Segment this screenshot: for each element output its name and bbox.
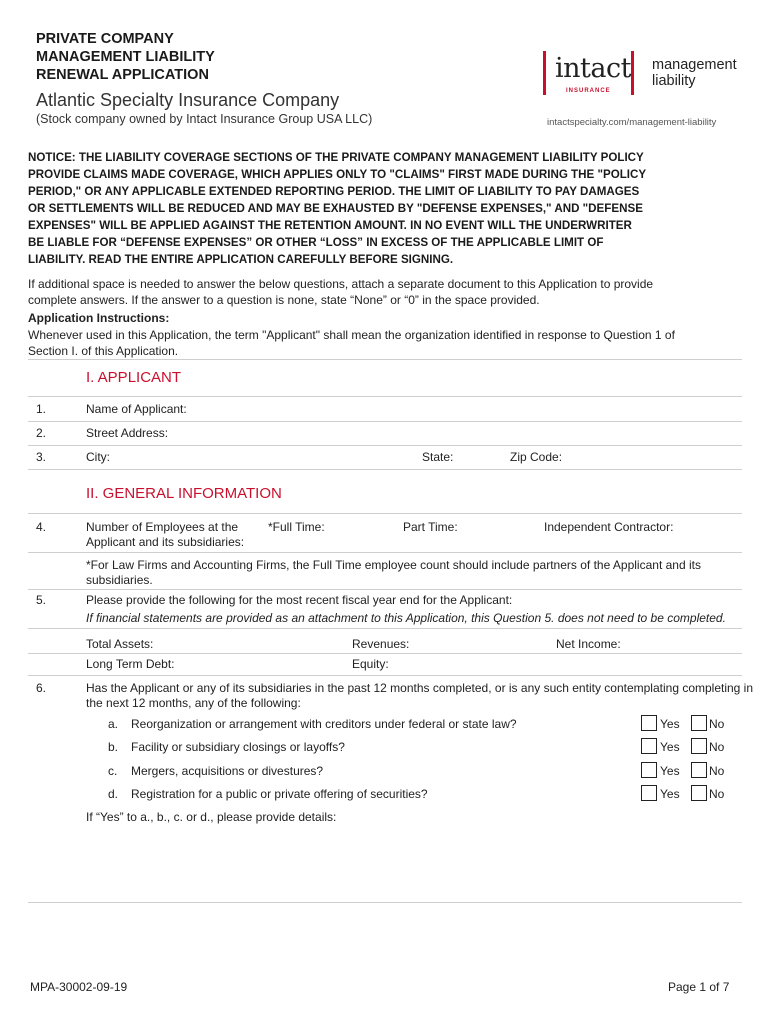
divider <box>28 653 742 654</box>
no-label: No <box>709 740 725 754</box>
question-number: 4. <box>36 520 47 534</box>
item-registration: Registration for a public or private offering of securities? <box>131 787 428 801</box>
law-firm-note: *For Law Firms and Accounting Firms, the Full Time employee count should include partners of the Applicant and its subsidiaries. <box>86 558 701 587</box>
page-number: Page 1 of 7 <box>668 980 730 994</box>
divider <box>28 359 742 360</box>
item-letter: b. <box>108 740 119 754</box>
no-label: No <box>709 787 725 801</box>
divider <box>28 589 742 590</box>
yes-checkbox[interactable] <box>641 738 657 754</box>
question-number: 2. <box>36 426 47 440</box>
part-time-field[interactable]: Part Time: <box>403 520 458 534</box>
equity-field[interactable]: Equity: <box>352 657 389 671</box>
divider <box>28 445 742 446</box>
form-number: MPA-30002-09-19 <box>30 980 128 994</box>
state-field[interactable]: State: <box>422 450 454 464</box>
name-of-applicant-field[interactable]: Name of Applicant: <box>86 402 187 416</box>
yes-checkbox[interactable] <box>641 715 657 731</box>
independent-contractor-field[interactable]: Independent Contractor: <box>544 520 674 534</box>
company-subtitle: (Stock company owned by Intact Insurance Group USA LLC) <box>36 112 373 126</box>
financial-statements-note: If financial statements are provided as an attachment to this Application, this Question 5. does not need to be completed. <box>86 611 726 625</box>
no-checkbox[interactable] <box>691 785 707 801</box>
employees-label: Number of Employees at the Applicant and its subsidiaries: <box>86 520 245 549</box>
item-letter: a. <box>108 717 119 731</box>
no-checkbox[interactable] <box>691 738 707 754</box>
logo-tagline: management liability <box>652 57 737 89</box>
logo-insurance-text: INSURANCE <box>566 88 611 94</box>
divider <box>28 513 742 514</box>
company-name: Atlantic Specialty Insurance Company <box>36 90 340 110</box>
divider <box>28 902 742 903</box>
section-applicant-title: I. APPLICANT <box>86 369 182 386</box>
city-field[interactable]: City: <box>86 450 110 464</box>
section-general-information-title: II. GENERAL INFORMATION <box>86 485 282 502</box>
net-income-field[interactable]: Net Income: <box>556 637 621 651</box>
revenues-field[interactable]: Revenues: <box>352 637 410 651</box>
question-number: 3. <box>36 450 47 464</box>
yes-checkbox[interactable] <box>641 785 657 801</box>
full-time-field[interactable]: *Full Time: <box>268 520 325 534</box>
zip-code-field[interactable]: Zip Code: <box>510 450 563 464</box>
instructions-heading: Application Instructions: <box>28 311 170 325</box>
yes-label: Yes <box>660 740 680 754</box>
question-number: 6. <box>36 681 47 695</box>
form-title: PRIVATE COMPANY MANAGEMENT LIABILITY RENEWAL APPLICATION <box>36 31 215 83</box>
details-field[interactable]: If “Yes” to a., b., c. or d., please provide details: <box>86 810 337 824</box>
instructions-text: Whenever used in this Application, the term "Applicant" shall mean the organization identified in response to Question 1 of Section I. of this Application. <box>28 328 675 358</box>
intro-paragraph: If additional space is needed to answer the below questions, attach a separate document to this Application to provide complete answers. If the answer to a question is none, state “None” or “0” in the space provided. <box>28 277 654 307</box>
total-assets-field[interactable]: Total Assets: <box>86 637 154 651</box>
yes-checkbox[interactable] <box>641 762 657 778</box>
item-mergers: Mergers, acquisitions or divestures? <box>131 764 324 778</box>
street-address-field[interactable]: Street Address: <box>86 426 169 440</box>
long-term-debt-field[interactable]: Long Term Debt: <box>86 657 175 671</box>
item-closings: Facility or subsidiary closings or layoffs? <box>131 740 345 754</box>
logo-wordmark: intact <box>555 53 631 84</box>
item-letter: c. <box>108 764 118 778</box>
q6-label: Has the Applicant or any of its subsidiaries in the past 12 months completed, or is any such entity contemplating completing in the next 12 months, any of the following: <box>86 681 754 710</box>
divider <box>28 421 742 422</box>
fiscal-year-label: Please provide the following for the most recent fiscal year end for the Applicant: <box>86 593 513 607</box>
item-letter: d. <box>108 787 119 801</box>
no-label: No <box>709 717 725 731</box>
yes-label: Yes <box>660 717 680 731</box>
no-checkbox[interactable] <box>691 715 707 731</box>
no-checkbox[interactable] <box>691 762 707 778</box>
divider <box>28 469 742 470</box>
divider <box>28 396 742 397</box>
item-reorganization: Reorganization or arrangement with creditors under federal or state law? <box>131 717 517 731</box>
website-url: intactspecialty.com/management-liability <box>547 117 717 128</box>
divider <box>28 552 742 553</box>
yes-label: Yes <box>660 787 680 801</box>
no-label: No <box>709 764 725 778</box>
question-number: 5. <box>36 593 47 607</box>
notice-block: NOTICE: THE LIABILITY COVERAGE SECTIONS OF THE PRIVATE COMPANY MANAGEMENT LIABILITY POLICY PROVIDE CLAIMS MADE COVERAGE, WHICH APPLIES ONLY TO "CLAIMS" FIRST MADE DURING THE "POLICY PERIOD," OR ANY APPLICABLE EXTENDED REPORTING PERIOD. THE LIMIT OF LIABILITY TO PAY DAMAGES OR SETTLEMENTS WILL BE REDUCED AND MAY BE EXHAUSTED BY "DEFENSE EXPENSES," AND "DEFENSE EXPENSES" WILL BE APPLIED AGAINST THE RETENTION AMOUNT. IN NO EVENT WILL THE UNDERWRITER BE LIABLE FOR “DEFENSE EXPENSES” OR OTHER “LOSS” IN EXCESS OF THE APPLICABLE LIMIT OF LIABILITY. READ THE ENTIRE APPLICATION CAREFULLY BEFORE SIGNING. <box>28 151 647 266</box>
yes-label: Yes <box>660 764 680 778</box>
divider <box>28 675 742 676</box>
question-number: 1. <box>36 402 47 416</box>
divider <box>28 628 742 629</box>
